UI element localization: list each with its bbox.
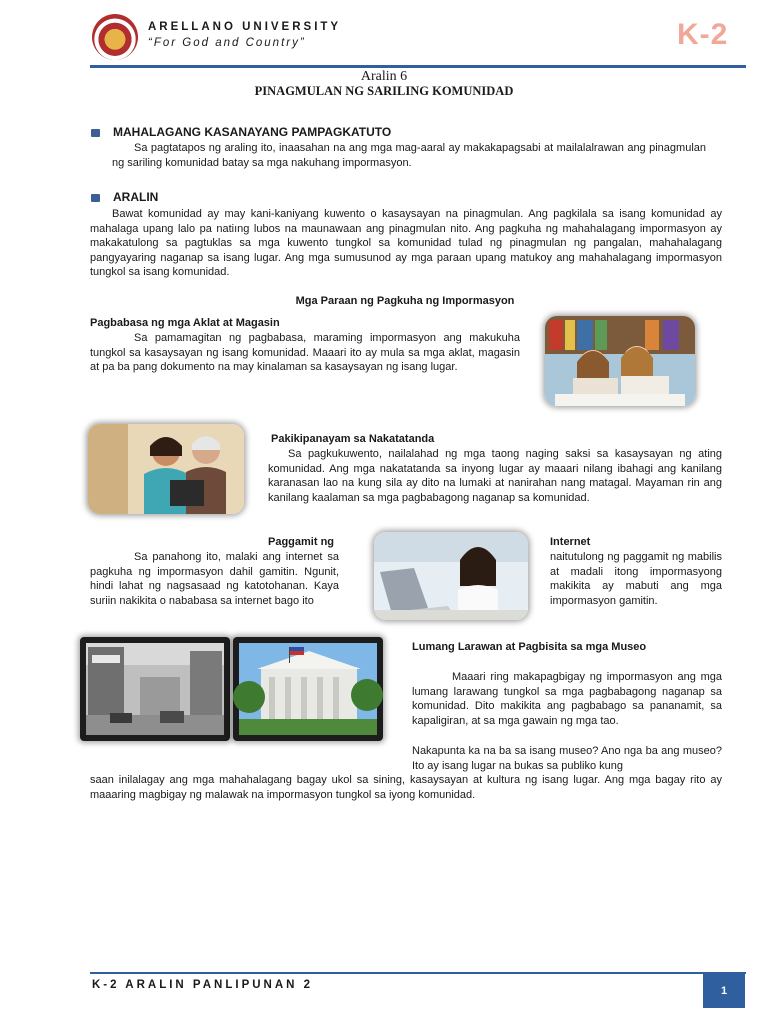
reading-heading: Pagbabasa ng mga Aklat at Magasin <box>90 317 280 329</box>
museum-heading: Lumang Larawan at Pagbisita sa mga Museo <box>412 641 647 653</box>
lesson-heading: ARALIN <box>113 190 159 204</box>
university-motto: “For God and Country” <box>148 37 306 49</box>
lesson-title: PINAGMULAN NG SARILING KOMUNIDAD <box>254 84 514 98</box>
grade-mark: K-2 <box>677 18 729 51</box>
reading-girls-photo <box>545 316 695 406</box>
interview-elder-photo <box>88 424 244 514</box>
interview-text: Sa pagkukuwento, nailalahad ng mga taong naging saksi sa kasaysayan ng ating komunidad. Ang mga nakatatanda sa inyong lugar ay maaari nilang ibahagi ang kanilang karanasan lao na kung sila ay dito na lumaki at nanirahan nang matagal. Mayaman rin ang kanilang kaalaman sa mga pagbabagong naganap sa komunidad. <box>268 448 722 504</box>
internet-heading-left: Paggamit ng <box>268 536 335 548</box>
internet-text-left: Sa panahong ito, malaki ang internet sa pagkuha ng impormasyon dahil gamitin. Ngunit, hindi lahat ng nagsasaad ng katotohanan. Kaya suriin nakikita o nababasa sa internet bago ito <box>90 551 339 607</box>
internet-heading-right: Internet <box>550 536 591 548</box>
section-bullet-icon <box>91 194 100 202</box>
museum-text-3: saan inilalagay ang mga mahahalagang bagay ukol sa sining, kasaysayan at kultura ng isang lugar. Ang mga bagay rito ay maaaring magbigay ng malawak na impormasyon tungkol sa iyong komunidad. <box>90 774 722 801</box>
footer-rule <box>90 972 746 974</box>
goal-text: Sa pagtatapos ng araling ito, inaasahan na ang mga mag-aaral ay makakapagsabi at mailalalrawan ang pinagmulan ng sariling komunidad batay sa mga nakuhang impormasyon. <box>112 142 706 169</box>
goal-heading: MAHALAGANG KASANAYANG PAMPAGKATUTO <box>113 125 392 139</box>
section-bullet-icon <box>91 129 100 137</box>
footer-label: K-2 ARALIN PANLIPUNAN 2 <box>92 979 314 991</box>
museum-building-photo <box>233 637 383 741</box>
header-rule <box>90 65 746 68</box>
lesson-text: Bawat komunidad ay may kani-kaniyang kuwento o kasaysayan na pinagmulan. Ang pagkilala sa isang komunidad ay mahalaga upang lalo pa natiıng lubos na maunawaan ang pinagmulan nito. Ang pagkuha ng mahahalagang impormasyon ay makakatulong sa pagtuklas sa mga kuwento tungkol sa komunidad tulad ng pinagmulan ng pangalan, mahahalagang pangyayaring naganap sa isang lugar. Ang mga sumusunod ay mga paraan upang matukoy ang mahahalagang impormasyon tungkol sa isang komunidad. <box>90 208 722 279</box>
internet-girl-laptop-photo <box>374 532 528 620</box>
museum-text-2: Nakapunta ka na ba sa isang museo? Ano nga ba ang museo? Ito ay isang lugar na bukas sa publiko kung <box>412 745 722 772</box>
old-street-photo <box>80 637 230 741</box>
university-seal-icon <box>92 14 138 60</box>
reading-text: Sa pamamagitan ng pagbabasa, maraming impormasyon ang makukuha tungkol sa kasaysayan ng isang komunidad. Maaari ito ay mula sa mga aklat, magasin at pa ba pang dokumento na may kinalaman sa kasaysayan ng isang lugar. <box>90 332 520 374</box>
interview-heading: Pakikipanayam sa Nakatatanda <box>271 433 435 445</box>
museum-text-1: Maaari ring makapagbigay ng impormasyon ang mga lumang larawang tungkol sa mga pagbabagong naganap sa komunidad. Dito makikita ang pagbabago sa pananamit, sa kapaligiran, at sa mga gawain ng mga tao. <box>412 671 722 727</box>
lesson-number: Aralin 6 <box>360 69 408 84</box>
internet-text-right: naitutulong ng paggamit ng mabilis at madali itong impormasyong makikita ay mabuti ang mga impormasyon gamitin. <box>550 551 722 607</box>
university-name: ARELLANO UNIVERSITY <box>148 21 342 33</box>
page-number: 1 <box>703 974 745 1008</box>
methods-heading: Mga Paraan ng Pagkuha ng Impormasyon <box>295 295 515 307</box>
